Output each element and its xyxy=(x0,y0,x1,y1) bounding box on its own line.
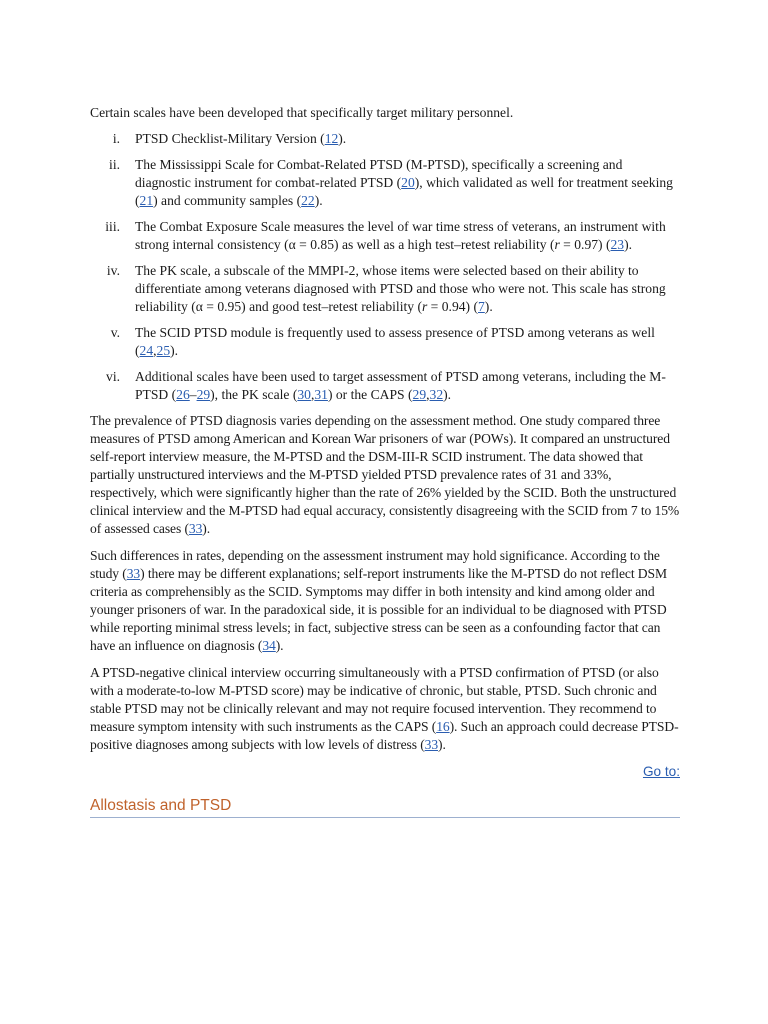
text-run: ). Such an approach could decrease PTSD-positive diagnoses among subjects with low levels of distress ( xyxy=(90,719,679,752)
text-run: ). xyxy=(624,237,633,252)
list-item-text xyxy=(135,263,666,314)
italic-symbol: r xyxy=(421,299,428,314)
citation-link[interactable]: 21 xyxy=(139,193,154,208)
text-run: ). xyxy=(438,737,446,752)
list-item-text xyxy=(135,219,666,252)
text-run: The SCID PTSD module is frequently used to assess presence of PTSD among veterans as well ( xyxy=(135,325,655,358)
text-run: ). xyxy=(314,193,323,208)
text-run: The Mississippi Scale for Combat-Related PTSD (M-PTSD), specifically a screening and diagnostic instrument for combat-related PTSD ( xyxy=(135,157,623,190)
citation-link[interactable]: 24 xyxy=(139,343,154,358)
scale-list-item xyxy=(90,262,680,316)
citation-link[interactable]: 33 xyxy=(188,521,203,536)
list-numeral: iii. xyxy=(105,219,120,234)
text-run: ). xyxy=(170,343,179,358)
text-run: ), which validated as well for treatment seeking ( xyxy=(135,175,673,208)
citation-link[interactable]: 33 xyxy=(424,737,439,752)
text-run: PTSD Checklist-Military Version ( xyxy=(135,131,325,146)
list-numeral: i. xyxy=(112,131,120,146)
body-paragraph xyxy=(90,664,680,754)
text-run: ). xyxy=(202,521,211,536)
text-run: The prevalence of PTSD diagnosis varies depending on the assessment method. One study compared three measures of PTSD among American and Korean War prisoners of war (POWs). It compared an unstructured self-report interview measure, the M-PTSD and the DSM-III-R SCID instrument. The data showed that partially unstructured interviews and the M-PTSD yielded PTSD prevalence rates of 31 and 33%, respectively, which were significantly higher than the rate of 26% yielded by the SCID. Both the unstructured clinical interview and the M-PTSD had equal accuracy, consistently disagreeing with the SCID from 7 to 15% of assessed cases ( xyxy=(90,413,680,536)
citation-link[interactable]: 12 xyxy=(324,131,339,146)
text-run: ). xyxy=(484,299,493,314)
text-run: , xyxy=(310,387,315,402)
section-heading: Allostasis and PTSD xyxy=(90,797,680,818)
list-numeral: v. xyxy=(110,325,120,340)
text-run: ). xyxy=(275,638,284,653)
list-numeral: iv. xyxy=(106,263,120,278)
article-body xyxy=(90,104,680,818)
text-run: ) and community samples ( xyxy=(153,193,302,208)
text-run: ). xyxy=(338,131,347,146)
text-run: The PK scale, a subscale of the MMPI-2, whose items were selected based on their ability to differentiate among veterans diagnosed with PTSD and those who were not. This scale has strong reliability (α = 0.95) and good test–retest reliability ( xyxy=(135,263,666,314)
body-paragraph xyxy=(90,412,680,538)
text-run: Additional scales have been used to target assessment of PTSD among veterans, including the M-PTSD ( xyxy=(135,369,666,402)
list-numeral: vi. xyxy=(106,369,120,384)
scale-list-item xyxy=(90,324,680,360)
intro-paragraph: Certain scales have been developed that specifically target military personnel. xyxy=(90,105,514,120)
text-run: A PTSD-negative clinical interview occurring simultaneously with a PTSD confirmation of PTSD (or also with a moderate-to-low M-PTSD score) may be indicative of chronic, but stable, PTSD. Such chronic and stable PTSD may not be clinically relevant and may not require focused intervention. They recommend to measure symptom intensity with such instruments as the CAPS ( xyxy=(90,665,659,734)
citation-link[interactable]: 29 xyxy=(196,387,211,402)
goto-row xyxy=(90,763,680,781)
body-paragraph xyxy=(90,547,680,655)
list-numeral: ii. xyxy=(109,157,120,172)
citation-link[interactable]: 31 xyxy=(314,387,328,402)
text-run: The Combat Exposure Scale measures the level of war time stress of veterans, an instrument with strong internal consistency (α = 0.85) as well as a high test–retest reliability ( xyxy=(135,219,666,252)
citation-link[interactable]: 29 xyxy=(412,387,427,402)
scale-list-item xyxy=(90,218,680,254)
scale-list-item xyxy=(90,156,680,210)
citation-link[interactable]: 26 xyxy=(176,387,190,402)
text-run: = 0.97) ( xyxy=(559,237,611,252)
scale-list-item xyxy=(90,130,680,148)
list-item-text xyxy=(135,325,655,358)
italic-symbol: r xyxy=(554,237,560,252)
goto-link[interactable]: Go to: xyxy=(642,764,680,779)
body-paragraphs xyxy=(90,412,680,754)
text-run: Such differences in rates, depending on the assessment instrument may hold significance. According to the study ( xyxy=(90,548,660,581)
text-run: ) or the CAPS ( xyxy=(327,387,413,402)
list-item-text xyxy=(135,369,666,402)
text-run: ) there may be different explanations; self-report instruments like the M-PTSD do not reflect DSM criteria as comprehensibly as the SCID. Symptoms may differ in both intensity and kind among older and younger prisoners of war. In the paradoxical side, it is possible for an individual to be diagnosed with PTSD while reporting minimal stress levels; in fact, subjective stress can be seen as a confounding factor that can have an influence on diagnosis ( xyxy=(90,566,667,653)
scale-list-item xyxy=(90,368,680,404)
citation-link[interactable]: 22 xyxy=(301,193,315,208)
list-item-text xyxy=(135,131,346,146)
text-run: – xyxy=(189,387,197,402)
text-run: ). xyxy=(443,387,452,402)
citation-link[interactable]: 32 xyxy=(429,387,444,402)
text-run: = 0.94) ( xyxy=(427,299,478,314)
text-run: , xyxy=(426,387,430,402)
scales-list xyxy=(90,130,680,404)
list-item-text xyxy=(135,157,673,208)
citation-link[interactable]: 23 xyxy=(610,237,625,252)
text-run: , xyxy=(153,343,157,358)
citation-link[interactable]: 33 xyxy=(126,566,141,581)
citation-link[interactable]: 34 xyxy=(262,638,276,653)
citation-link[interactable]: 16 xyxy=(436,719,450,734)
citation-link[interactable]: 7 xyxy=(478,299,485,314)
citation-link[interactable]: 20 xyxy=(401,175,415,190)
citation-link[interactable]: 30 xyxy=(297,387,311,402)
text-run: ), the PK scale ( xyxy=(210,387,298,402)
citation-link[interactable]: 25 xyxy=(156,343,171,358)
